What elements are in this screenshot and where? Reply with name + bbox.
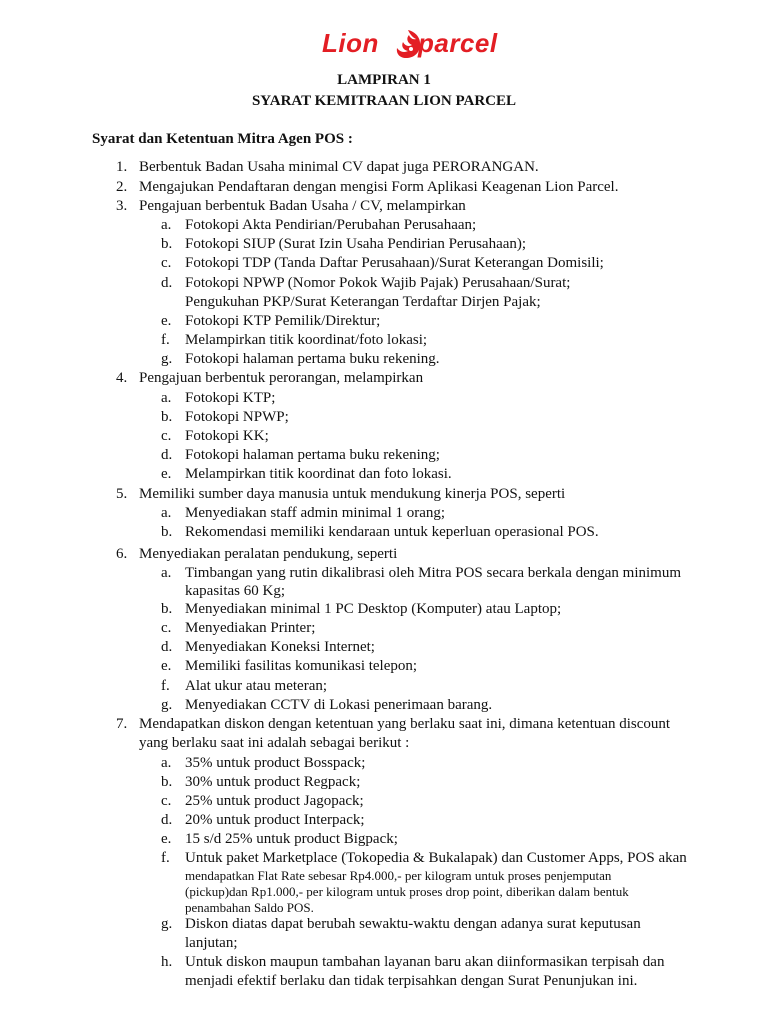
sub-item-letter: h. <box>161 954 173 970</box>
list-item: Mendapatkan diskon dengan ketentuan yang berlaku saat ini, dimana ketentuan discount <box>139 716 671 732</box>
sub-list-item: Fotokopi halaman pertama buku rekening. <box>185 351 440 367</box>
sub-item-letter: b. <box>161 601 173 617</box>
sub-item-letter: a. <box>161 505 172 521</box>
sub-item-letter: g. <box>161 351 173 367</box>
sub-list-item: 30% untuk product Regpack; <box>185 774 361 790</box>
sub-list-item: 25% untuk product Jagopack; <box>185 793 364 809</box>
sub-item-letter: e. <box>161 313 172 329</box>
sub-item-letter: b. <box>161 409 173 425</box>
sub-list-item: Fotokopi KTP; <box>185 390 276 406</box>
sub-list-item: 35% untuk product Bosspack; <box>185 755 366 771</box>
item-number: 2. <box>116 179 128 195</box>
sub-item-letter: c. <box>161 793 172 809</box>
document-subtitle: SYARAT KEMITRAAN LION PARCEL <box>251 93 517 109</box>
sub-item-letter: b. <box>161 524 173 540</box>
sub-list-item-continuation: menjadi efektif berlaku dan tidak terpisahkan dengan Surat Penunjukan ini. <box>185 973 638 989</box>
sub-list-item: Fotokopi SIUP (Surat Izin Usaha Pendirian Perusahaan); <box>185 236 527 252</box>
sub-list-item: 20% untuk product Interpack; <box>185 812 365 828</box>
sub-list-item: Diskon diatas dapat berubah sewaktu-waktu dengan adanya surat keputusan <box>185 916 641 932</box>
sub-list-item: Timbangan yang rutin dikalibrasi oleh Mitra POS secara berkala dengan minimum <box>185 565 682 581</box>
sub-item-letter: b. <box>161 236 173 252</box>
sub-item-letter: e. <box>161 831 172 847</box>
sub-item-letter: d. <box>161 812 173 828</box>
sub-item-letter: f. <box>161 332 170 348</box>
sub-item-letter: a. <box>161 755 172 771</box>
item-number: 3. <box>116 198 128 214</box>
sub-list-item: Fotokopi TDP (Tanda Daftar Perusahaan)/Surat Keterangan Domisili; <box>185 255 604 271</box>
sub-list-item: Fotokopi NPWP; <box>185 409 289 425</box>
sub-item-letter: e. <box>161 466 172 482</box>
sub-list-item-continuation: (pickup)dan Rp1.000,- per kilogram untuk proses drop point, diberikan dalam bentuk <box>185 884 629 899</box>
sub-item-letter: b. <box>161 774 173 790</box>
item-number: 7. <box>116 716 128 732</box>
sub-item-letter: c. <box>161 620 172 636</box>
item-number: 1. <box>116 159 128 175</box>
sub-item-letter: a. <box>161 390 172 406</box>
sub-list-item: 15 s/d 25% untuk product Bigpack; <box>185 831 398 847</box>
sub-item-letter: a. <box>161 217 172 233</box>
sub-list-item: Menyediakan Printer; <box>185 620 316 636</box>
sub-list-item: Alat ukur atau meteran; <box>185 678 328 694</box>
lion-parcel-logo <box>322 26 512 64</box>
sub-list-item: Melampirkan titik koordinat dan foto lokasi. <box>185 466 452 482</box>
sub-list-item: Fotokopi KK; <box>185 428 269 444</box>
sub-item-letter: a. <box>161 565 172 581</box>
item-number: 4. <box>116 370 128 386</box>
sub-list-item: Menyediakan Koneksi Internet; <box>185 639 375 655</box>
document-title: LAMPIRAN 1 <box>337 72 431 88</box>
sub-item-letter: f. <box>161 850 170 866</box>
sub-item-letter: g. <box>161 916 173 932</box>
sub-item-letter: c. <box>161 255 172 271</box>
logo-word-lion: Lion <box>322 28 379 58</box>
list-item: Berbentuk Badan Usaha minimal CV dapat juga PERORANGAN. <box>139 159 539 175</box>
logo-word-parcel: parcel <box>418 28 498 58</box>
list-item: Pengajuan berbentuk Badan Usaha / CV, melampirkan <box>139 198 466 214</box>
sub-item-letter: g. <box>161 697 173 713</box>
list-item: Menyediakan peralatan pendukung, seperti <box>139 546 398 562</box>
sub-list-item: Memiliki fasilitas komunikasi telepon; <box>185 658 418 674</box>
list-item: Mengajukan Pendaftaran dengan mengisi Form Aplikasi Keagenan Lion Parcel. <box>139 179 619 195</box>
sub-list-item: Menyediakan CCTV di Lokasi penerimaan barang. <box>185 697 493 713</box>
sub-list-item: Menyediakan staff admin minimal 1 orang; <box>185 505 446 521</box>
sub-item-letter: f. <box>161 678 170 694</box>
item-number: 6. <box>116 546 128 562</box>
item-number: 5. <box>116 486 128 502</box>
sub-list-item-continuation: mendapatkan Flat Rate sebesar Rp4.000,- per kilogram untuk proses penjemputan <box>185 868 612 883</box>
sub-list-item: Menyediakan minimal 1 PC Desktop (Komputer) atau Laptop; <box>185 601 562 617</box>
sub-list-item-continuation: Pengukuhan PKP/Surat Keterangan Terdaftar Dirjen Pajak; <box>185 294 541 310</box>
list-item: Pengajuan berbentuk perorangan, melampirkan <box>139 370 424 386</box>
sub-list-item-continuation: lanjutan; <box>185 935 238 951</box>
sub-list-item-continuation: kapasitas 60 Kg; <box>185 583 285 599</box>
sub-list-item: Fotokopi NPWP (Nomor Pokok Wajib Pajak) Perusahaan/Surat; <box>185 275 571 291</box>
sub-list-item: Rekomendasi memiliki kendaraan untuk keperluan operasional POS. <box>185 524 599 540</box>
sub-list-item: Untuk diskon maupun tambahan layanan baru akan diinformasikan terpisah dan <box>185 954 665 970</box>
sub-list-item-continuation: penambahan Saldo POS. <box>185 900 314 915</box>
sub-list-item: Fotokopi halaman pertama buku rekening; <box>185 447 440 463</box>
section-title: Syarat dan Ketentuan Mitra Agen POS : <box>92 131 353 147</box>
list-item-continuation: yang berlaku saat ini adalah sebagai berikut : <box>139 735 410 751</box>
sub-item-letter: d. <box>161 447 173 463</box>
sub-list-item: Fotokopi KTP Pemilik/Direktur; <box>185 313 381 329</box>
sub-list-item: Fotokopi Akta Pendirian/Perubahan Perusahaan; <box>185 217 477 233</box>
sub-list-item: Melampirkan titik koordinat/foto lokasi; <box>185 332 428 348</box>
sub-item-letter: c. <box>161 428 172 444</box>
sub-item-letter: d. <box>161 639 173 655</box>
sub-list-item: Untuk paket Marketplace (Tokopedia & Bukalapak) dan Customer Apps, POS akan <box>185 850 687 866</box>
list-item: Memiliki sumber daya manusia untuk mendukung kinerja POS, seperti <box>139 486 566 502</box>
sub-item-letter: e. <box>161 658 172 674</box>
sub-item-letter: d. <box>161 275 173 291</box>
